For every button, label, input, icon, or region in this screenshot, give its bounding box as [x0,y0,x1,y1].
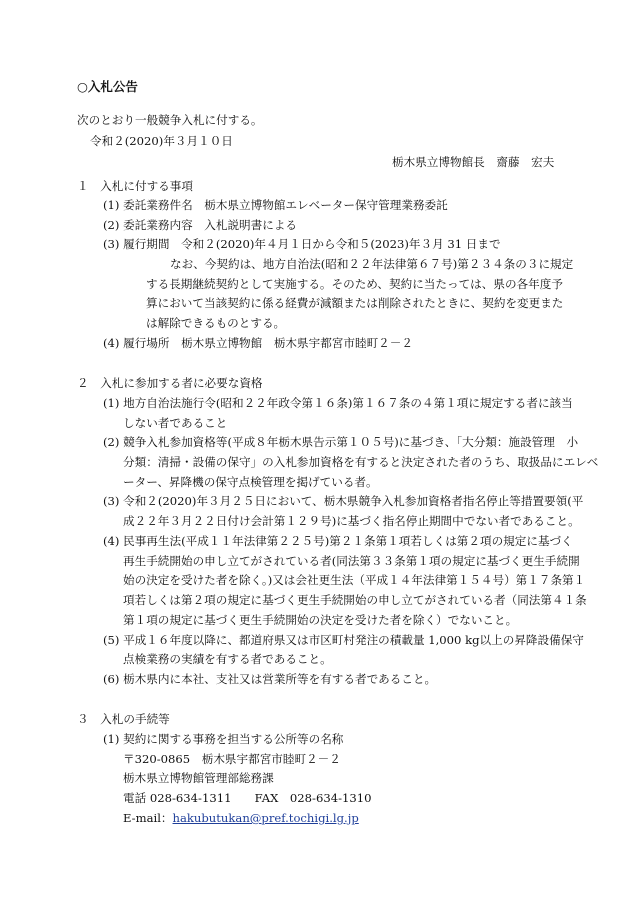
section1-item4: (4) 履行場所 栃木県立博物館 栃木県宇都宮市睦町２－２ [103,336,413,350]
section1-item3-note-line: なお、今契約は、地方自治法(昭和２２年法律第６７号)第２３４条の３に規定 [170,257,574,271]
section2-item4-line: 項若しくは第２項の規定に基づく更生手続開始の申し立てがされている者（同法第４１条 [123,593,587,607]
section2-heading: ２ 入札に参加する者に必要な資格 [77,376,263,390]
section2-item5-line: 点検業務の実績を有する者であること。 [123,652,332,666]
section1-item3-note-line: は解除できるものとする。 [146,316,286,330]
section2-item1-line: しない者であること [123,416,228,430]
section1-item1: (1) 委託業務件名 栃木県立博物館エレベーター保守管理業務委託 [103,198,448,212]
section2-item4-line: 再生手続開始の申し立てがされている者(同法第３３条第１項の規定に基づく更生手続開 [123,554,580,568]
postal-address: 〒320-0865 栃木県宇都宮市睦町２－２ [123,752,341,766]
section1-heading: １ 入札に付する事項 [77,179,193,193]
email-link[interactable]: hakubutukan@pref.tochigi.lg.jp [172,811,359,825]
section2-item3-line: (3) 令和２(2020)年３月２５日において、栃木県競争入札参加資格者指名停止等措置要領(平 [103,494,584,508]
section1-item3-note-line: 算において当該契約に係る経費が減額または削除されたときに、契約を変更また [146,296,564,310]
section2-item4-line: 始の決定を受けた者を除く。)又は会社更生法（平成１４年法律第１５４号）第１７条第１ [123,573,586,587]
section2-item2-line: 分類：清掃・設備の保守」の入札参加資格を有すると決定された者のうち、取扱品にエレベ [123,455,599,469]
section1-item3: (3) 履行期間 令和２(2020)年４月１日から令和５(2023)年３月 31 日まで [103,237,501,251]
notice-date: 令和２(2020)年３月１０日 [90,134,233,148]
intro-text: 次のとおり一般競争入札に付する。 [77,113,263,127]
section2-item6: (6) 栃木県内に本社、支社又は営業所等を有する者であること。 [103,672,437,686]
issuer-name: 栃木県立博物館長 齋藤 宏夫 [392,155,555,169]
section2-item4-line: (4) 民事再生法(平成１１年法律第２２５号)第２１条第１項若しくは第２項の規定に基づく [103,534,573,548]
section2-item5-line: (5) 平成１６年度以降に、都道府県又は市区町村発注の積載量 1,000 kg以上の昇降設備保守 [103,633,584,647]
notice-title: ○入札公告 [77,79,138,94]
section1-item2: (2) 委託業務内容 入札説明書による [103,218,298,232]
section2-item3-line: 成２２年３月２２日付け会計第１２９号)に基づく指名停止期間中でない者であること。 [123,514,580,528]
phone-fax: 電話 028-634-1311 FAX 028-634-1310 [123,791,372,805]
email-line [123,813,359,825]
section2-item1-line: (1) 地方自治法施行令(昭和２２年政令第１６条)第１６７条の４第１項に規定する者に該当 [103,396,573,410]
section2-item2-line: (2) 競争入札参加資格等(平成８年栃木県告示第１０５号)に基づき、「大分類：施設管理 小 [103,435,579,449]
office-name: 栃木県立博物館管理部総務課 [123,771,274,785]
section3-heading: ３ 入札の手続等 [77,712,170,726]
section1-item3-note-line: する長期継続契約として実施する。そのため、契約に当たっては、県の各年度予 [146,277,563,291]
section3-item1: (1) 契約に関する事務を担当する公所等の名称 [103,732,344,746]
email-label: E-mail： [123,811,173,825]
section2-item4-line: 第１項の規定に基づく更生手続開始の決定を受けた者を除く）でないこと。 [123,613,518,627]
section2-item2-line: ーター、昇降機の保守点検管理を掲げている者。 [123,475,378,489]
